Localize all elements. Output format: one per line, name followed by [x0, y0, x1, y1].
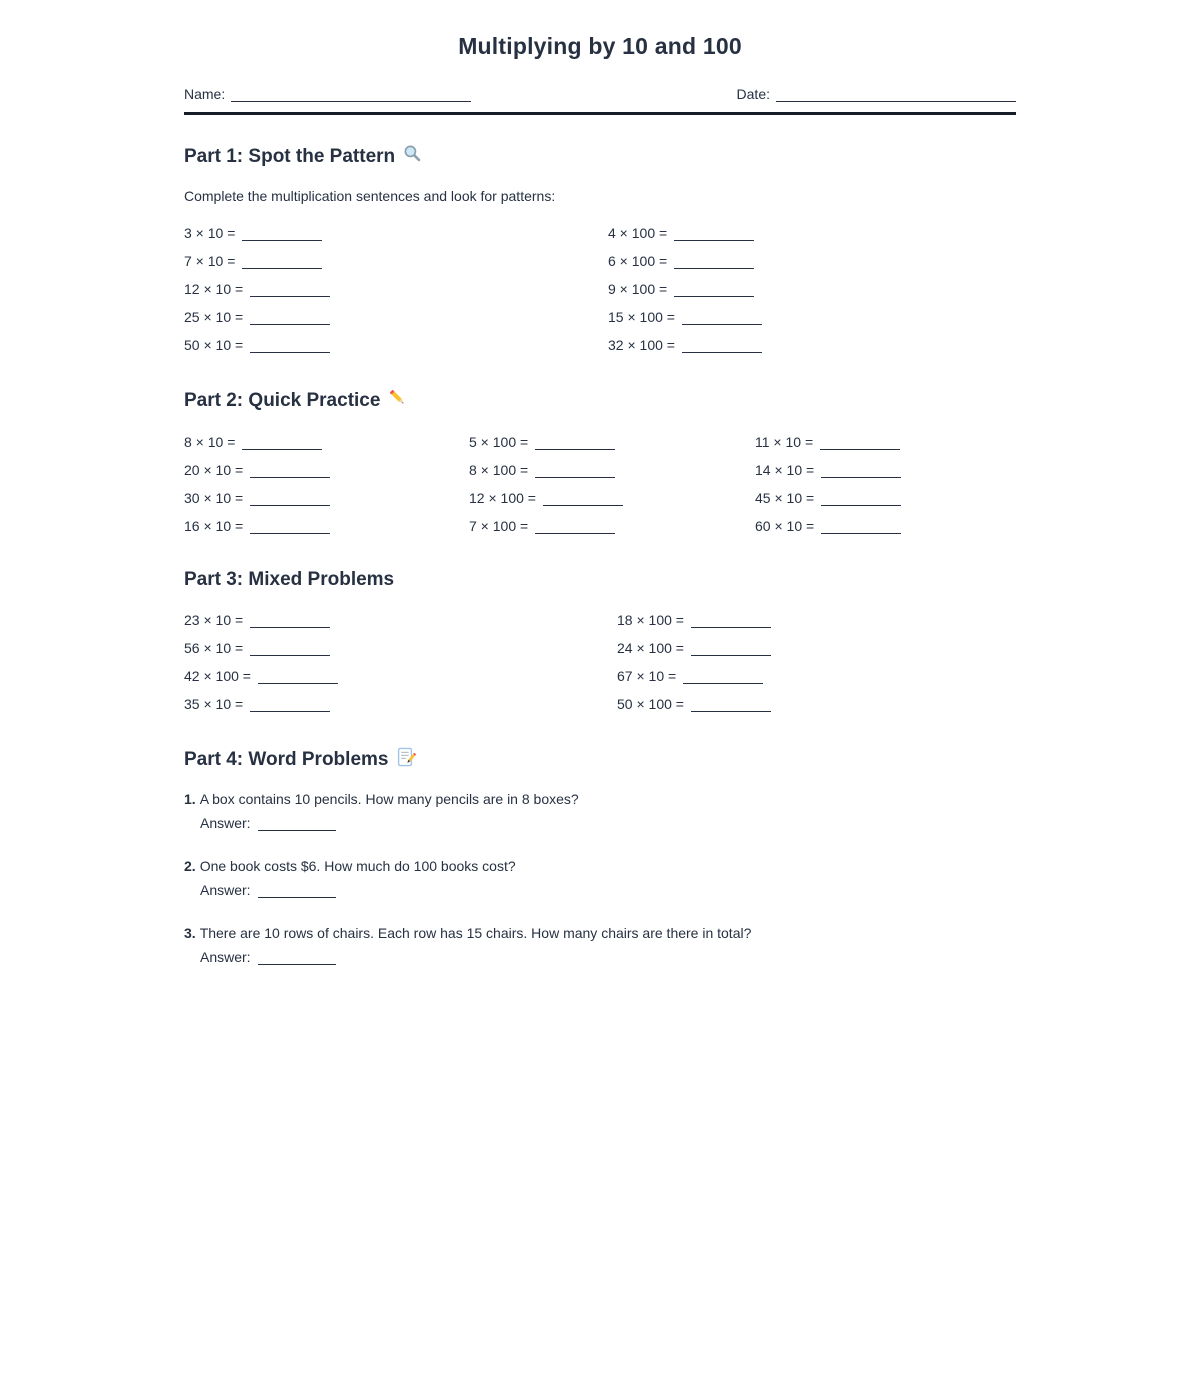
problem-expression: 15 × 100 = [608, 309, 675, 325]
word-problem-question [184, 925, 1016, 941]
problem-expression: 50 × 100 = [617, 696, 684, 712]
part2-problems [184, 428, 1016, 540]
answer-blank [821, 464, 901, 478]
problem-expression: 7 × 100 = [469, 518, 529, 534]
problem-row [184, 690, 617, 718]
answer-blank [250, 520, 330, 534]
problem-row [184, 331, 608, 359]
answer-blank [682, 339, 762, 353]
word-problem-question [184, 858, 1016, 874]
part1-heading [184, 144, 1016, 169]
name-blank-line [231, 88, 471, 102]
problem-row [184, 606, 617, 634]
problem-row [617, 690, 1016, 718]
date-blank-line [776, 88, 1016, 102]
problem-expression: 9 × 100 = [608, 281, 668, 297]
problem-row [184, 456, 469, 484]
problem-expression: 32 × 100 = [608, 337, 675, 353]
word-problem [184, 858, 1016, 898]
problem-expression: 60 × 10 = [755, 518, 815, 534]
word-problem-number: 3. [184, 925, 196, 941]
date-field [737, 86, 1016, 102]
problem-expression: 11 × 10 = [755, 434, 814, 450]
problem-expression: 56 × 10 = [184, 640, 244, 656]
problem-row [608, 275, 1016, 303]
problem-row [608, 303, 1016, 331]
problem-expression: 30 × 10 = [184, 490, 244, 506]
answer-blank [250, 698, 330, 712]
problem-row [617, 662, 1016, 690]
problem-row [184, 484, 469, 512]
problem-row [617, 606, 1016, 634]
problem-expression: 67 × 10 = [617, 668, 677, 684]
answer-blank [250, 614, 330, 628]
answer-blank [821, 520, 901, 534]
problem-row [608, 219, 1016, 247]
word-problem-text: One book costs $6. How much do 100 books cost? [199, 858, 516, 874]
word-problem [184, 791, 1016, 831]
problem-row [184, 512, 469, 540]
problem-expression: 42 × 100 = [184, 668, 251, 684]
part2-section [184, 388, 1016, 540]
problem-expression: 5 × 100 = [469, 434, 529, 450]
answer-blank [250, 339, 330, 353]
problem-row [469, 428, 755, 456]
problem-expression: 4 × 100 = [608, 225, 668, 241]
memo-icon [396, 747, 416, 773]
word-problem [184, 925, 1016, 965]
part1-heading-text: Part 1: Spot the Pattern [184, 145, 396, 167]
part2-heading-text: Part 2: Quick Practice [184, 389, 381, 411]
answer-blank [682, 311, 762, 325]
answer-label: Answer: [200, 815, 251, 831]
problem-expression: 50 × 10 = [184, 337, 244, 353]
problem-row [184, 662, 617, 690]
answer-blank [683, 670, 763, 684]
date-label: Date: [736, 86, 770, 102]
answer-blank [250, 283, 330, 297]
word-problem-text: There are 10 rows of chairs. Each row has 15 chairs. How many chairs are there in total? [199, 925, 752, 941]
magnifying-glass-icon [403, 144, 422, 169]
problem-row [184, 428, 469, 456]
answer-blank [691, 614, 771, 628]
name-field [184, 86, 471, 102]
word-problem-answer-row [200, 882, 1016, 898]
answer-blank [820, 436, 900, 450]
part4-section [184, 747, 1016, 965]
answer-blank [250, 464, 330, 478]
problem-expression: 12 × 10 = [184, 281, 244, 297]
answer-blank [674, 227, 754, 241]
word-problem-answer-row [200, 815, 1016, 831]
problem-row [755, 512, 1016, 540]
word-problem-question [184, 791, 1016, 807]
part3-section [184, 569, 1016, 718]
answer-blank [535, 520, 615, 534]
problem-row [755, 428, 1016, 456]
answer-blank [250, 492, 330, 506]
word-problems-list [184, 791, 1016, 965]
part4-heading-text: Part 4: Word Problems [184, 749, 389, 770]
part3-heading [184, 569, 1016, 591]
answer-blank [674, 283, 754, 297]
worksheet-title: Multiplying by 10 and 100 [458, 33, 742, 59]
problem-row [184, 275, 608, 303]
answer-blank [543, 492, 623, 506]
answer-label: Answer: [200, 949, 251, 965]
problem-expression: 12 × 100 = [469, 490, 536, 506]
word-problem-answer-row [200, 949, 1016, 965]
problem-row [755, 484, 1016, 512]
answer-blank-line [258, 951, 336, 965]
answer-blank [250, 642, 330, 656]
part3-problems [184, 606, 1016, 718]
problem-row [608, 331, 1016, 359]
answer-blank [691, 698, 771, 712]
part1-section [184, 144, 1016, 359]
answer-blank [535, 464, 615, 478]
problem-expression: 16 × 10 = [184, 518, 244, 534]
problem-expression: 35 × 10 = [184, 696, 244, 712]
answer-blank [250, 311, 330, 325]
answer-blank [242, 255, 322, 269]
problem-row [184, 303, 608, 331]
word-problem-number: 2. [184, 858, 196, 874]
answer-blank [821, 492, 901, 506]
part1-instruction: Complete the multiplication sentences and look for patterns: [184, 188, 556, 204]
problem-row [469, 484, 755, 512]
problem-expression: 14 × 10 = [755, 462, 815, 478]
part2-heading [184, 388, 1016, 413]
answer-blank [691, 642, 771, 656]
answer-blank-line [258, 817, 336, 831]
problem-row [469, 512, 755, 540]
answer-blank [242, 436, 322, 450]
worksheet-page [184, 0, 1016, 965]
part3-heading-text: Part 3: Mixed Problems [184, 569, 395, 590]
name-date-row [184, 86, 1016, 115]
problem-row [184, 247, 608, 275]
part4-heading [184, 747, 1016, 773]
problem-expression: 18 × 100 = [617, 612, 684, 628]
part1-problems [184, 219, 1016, 359]
problem-expression: 6 × 100 = [608, 253, 668, 269]
problem-row [184, 219, 608, 247]
problem-row [617, 634, 1016, 662]
problem-row [755, 456, 1016, 484]
answer-blank [535, 436, 615, 450]
problem-expression: 23 × 10 = [184, 612, 244, 628]
answer-blank-line [258, 884, 336, 898]
problem-expression: 3 × 10 = [184, 225, 236, 241]
name-label: Name: [184, 86, 226, 102]
answer-label: Answer: [200, 882, 251, 898]
problem-expression: 7 × 10 = [184, 253, 236, 269]
pencil-icon [388, 388, 407, 413]
answer-blank [258, 670, 338, 684]
problem-row [184, 634, 617, 662]
answer-blank [674, 255, 754, 269]
answer-blank [242, 227, 322, 241]
problem-expression: 25 × 10 = [184, 309, 244, 325]
problem-expression: 24 × 100 = [617, 640, 684, 656]
problem-expression: 8 × 100 = [469, 462, 529, 478]
problem-row [469, 456, 755, 484]
problem-expression: 20 × 10 = [184, 462, 244, 478]
word-problem-text: A box contains 10 pencils. How many pencils are in 8 boxes? [199, 791, 579, 807]
problem-row [608, 247, 1016, 275]
problem-expression: 8 × 10 = [184, 434, 236, 450]
word-problem-number: 1. [184, 791, 196, 807]
problem-expression: 45 × 10 = [755, 490, 815, 506]
